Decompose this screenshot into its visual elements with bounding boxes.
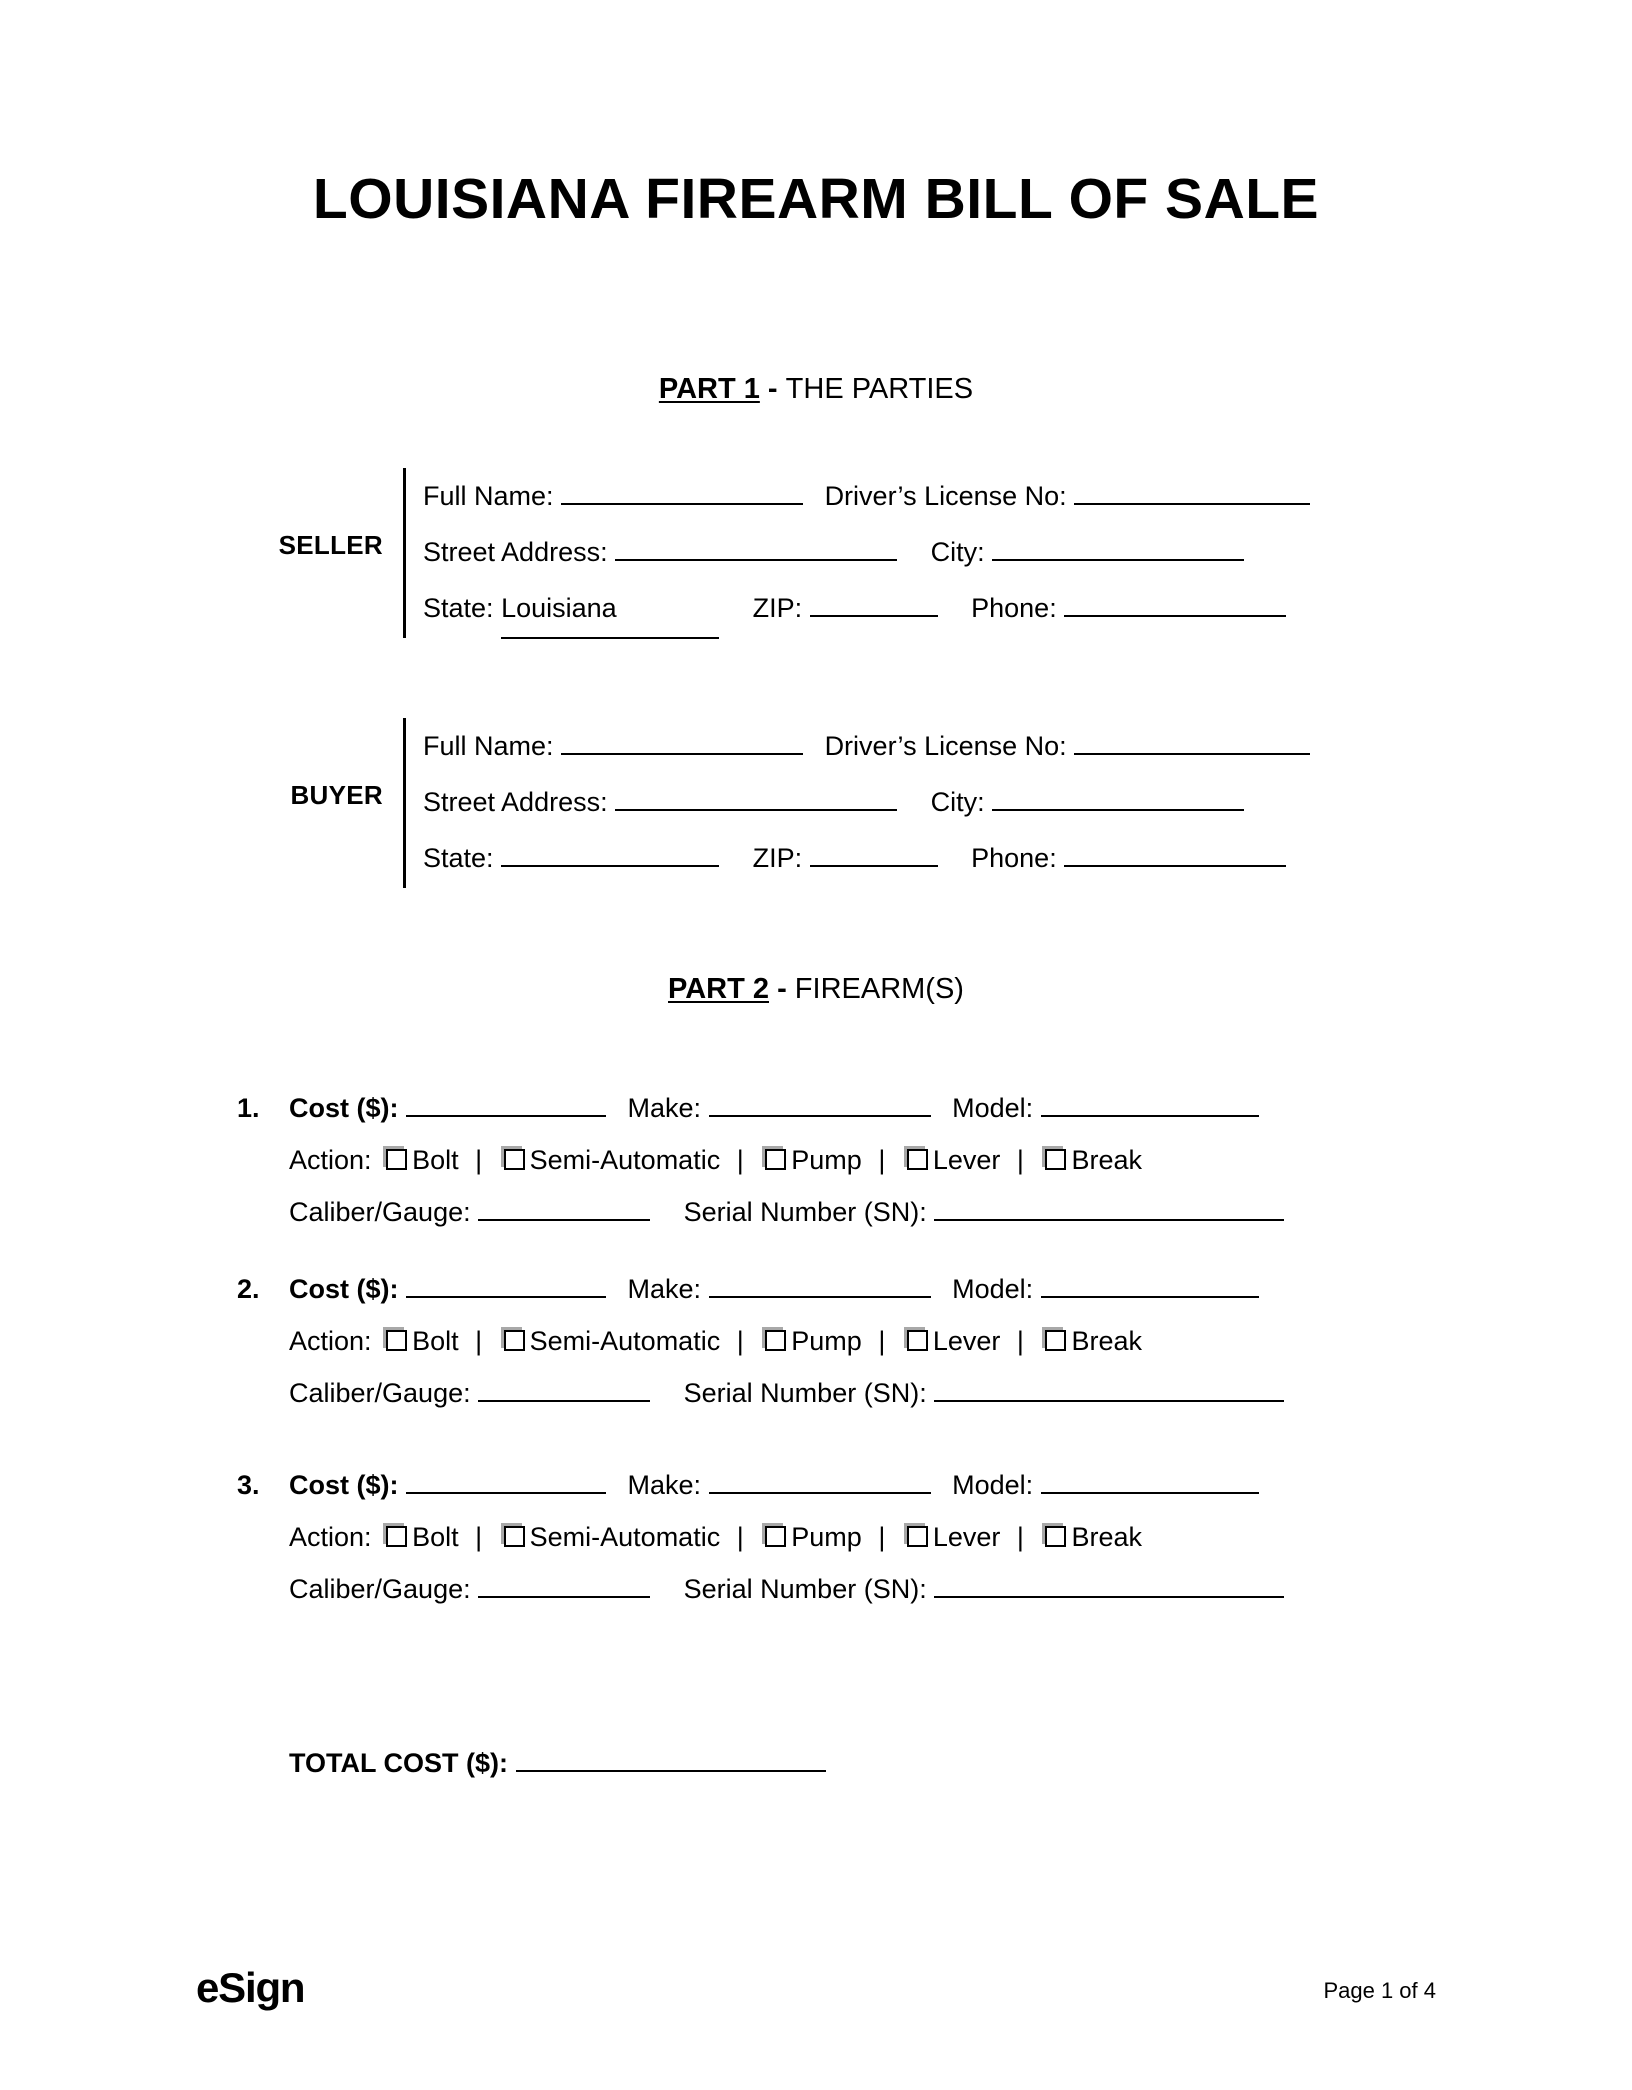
- part-1-title: THE PARTIES: [785, 373, 974, 405]
- page-title: LOUISIANA FIREARM BILL OF SALE: [312, 167, 1320, 231]
- entry-2-number: 2.: [237, 1274, 260, 1304]
- entry-1-option-pump[interactable]: Pump: [791, 1145, 862, 1175]
- seller-full-name-label: Full Name:: [423, 481, 554, 511]
- checkbox-bolt-icon[interactable]: [386, 1330, 407, 1351]
- option-separator: |: [475, 1326, 483, 1356]
- buyer-state-label: State:: [423, 843, 494, 873]
- entry-1-caliber-input[interactable]: [478, 1218, 650, 1221]
- buyer-state-input[interactable]: [501, 864, 719, 867]
- entry-1-cost-input[interactable]: [406, 1114, 606, 1117]
- part-2-heading: [0, 972, 1632, 1007]
- entry-2-caliber-input[interactable]: [478, 1399, 650, 1402]
- entry-2-option-lever[interactable]: Lever: [932, 1326, 1001, 1356]
- option-separator: |: [878, 1145, 886, 1175]
- checkbox-lever-icon[interactable]: [907, 1526, 928, 1547]
- entry-1-model-input[interactable]: [1041, 1114, 1259, 1117]
- buyer-zip-label: ZIP:: [752, 843, 803, 873]
- seller-full-name-input[interactable]: [561, 502, 803, 505]
- seller-phone-input[interactable]: [1064, 614, 1286, 617]
- page-indicator: Page 1 of 4: [1323, 1978, 1436, 2003]
- checkbox-pump-icon[interactable]: [765, 1526, 786, 1547]
- seller-divider: [403, 468, 406, 638]
- checkbox-break-icon[interactable]: [1045, 1526, 1066, 1547]
- option-separator: |: [736, 1145, 744, 1175]
- part-1-dash: -: [767, 373, 778, 405]
- buyer-fields: [423, 718, 1425, 886]
- buyer-divider: [403, 718, 406, 888]
- seller-dl-label: Driver’s License No:: [824, 481, 1067, 511]
- checkbox-break-icon[interactable]: [1045, 1149, 1066, 1170]
- entry-2-make-input[interactable]: [709, 1295, 931, 1298]
- checkbox-bolt-icon[interactable]: [386, 1149, 407, 1170]
- checkbox-lever-icon[interactable]: [907, 1149, 928, 1170]
- seller-street-label: Street Address:: [423, 537, 608, 567]
- checkbox-bolt-icon[interactable]: [386, 1526, 407, 1547]
- buyer-full-name-input[interactable]: [561, 752, 803, 755]
- total-cost-input[interactable]: [516, 1769, 826, 1772]
- entry-3-action-label: Action:: [289, 1522, 372, 1552]
- entry-2-model-input[interactable]: [1041, 1295, 1259, 1298]
- entry-3-caliber-label: Caliber/Gauge:: [289, 1574, 471, 1604]
- buyer-street-label: Street Address:: [423, 787, 608, 817]
- entry-1-option-semi-automatic[interactable]: Semi-Automatic: [529, 1145, 721, 1175]
- buyer-city-label: City:: [930, 787, 985, 817]
- esign-logo: eSign: [196, 1964, 305, 2011]
- entry-3-model-label: Model:: [952, 1470, 1034, 1500]
- entry-1-option-bolt[interactable]: Bolt: [412, 1145, 459, 1175]
- entry-2-model-label: Model:: [952, 1274, 1034, 1304]
- entry-1-row-cost: [237, 1082, 1425, 1134]
- entry-2-option-break[interactable]: Break: [1071, 1326, 1142, 1356]
- seller-state-label: State:: [423, 593, 494, 623]
- total-cost-row: [289, 1748, 826, 1779]
- entry-1-make-label: Make:: [627, 1093, 702, 1123]
- seller-phone-label: Phone:: [971, 593, 1057, 623]
- entry-3-caliber-input[interactable]: [478, 1595, 650, 1598]
- entry-2-row-action: [245, 1315, 1425, 1367]
- entry-1-option-break[interactable]: Break: [1071, 1145, 1142, 1175]
- entry-2-serial-input[interactable]: [934, 1399, 1284, 1402]
- entry-3-option-bolt[interactable]: Bolt: [412, 1522, 459, 1552]
- entry-3-row-caliber: [245, 1563, 1425, 1615]
- seller-street-input[interactable]: [615, 558, 897, 561]
- buyer-phone-label: Phone:: [971, 843, 1057, 873]
- entry-2-option-semi-automatic[interactable]: Semi-Automatic: [529, 1326, 721, 1356]
- checkbox-pump-icon[interactable]: [765, 1330, 786, 1351]
- entry-1-model-label: Model:: [952, 1093, 1034, 1123]
- entry-2-make-label: Make:: [627, 1274, 702, 1304]
- buyer-dl-input[interactable]: [1074, 752, 1310, 755]
- entry-3-row-cost: [237, 1459, 1425, 1511]
- buyer-row-address: [423, 774, 1425, 830]
- entry-3-make-input[interactable]: [709, 1491, 931, 1494]
- seller-city-input[interactable]: [992, 558, 1244, 561]
- option-separator: |: [475, 1522, 483, 1552]
- seller-row-address: [423, 524, 1425, 580]
- entry-1-row-action: [245, 1134, 1425, 1186]
- entry-2-option-bolt[interactable]: Bolt: [412, 1326, 459, 1356]
- seller-row-name: [423, 468, 1425, 524]
- seller-zip-label: ZIP:: [752, 593, 803, 623]
- option-separator: |: [736, 1326, 744, 1356]
- checkbox-pump-icon[interactable]: [765, 1149, 786, 1170]
- entry-1-action-label: Action:: [289, 1145, 372, 1175]
- entry-3-number: 3.: [237, 1470, 260, 1500]
- seller-label: SELLER: [278, 530, 383, 560]
- option-separator: |: [1016, 1145, 1024, 1175]
- entry-3-serial-label: Serial Number (SN):: [683, 1574, 927, 1604]
- entry-1-make-input[interactable]: [709, 1114, 931, 1117]
- part-1-heading: [0, 372, 1632, 407]
- option-separator: |: [736, 1522, 744, 1552]
- buyer-label: BUYER: [290, 780, 383, 810]
- option-separator: |: [878, 1326, 886, 1356]
- entry-2-row-cost: [237, 1263, 1425, 1315]
- firearm-entry: [237, 1082, 1425, 1238]
- option-separator: |: [475, 1145, 483, 1175]
- buyer-section: [245, 718, 1425, 888]
- buyer-city-input[interactable]: [992, 808, 1244, 811]
- entry-3-option-lever[interactable]: Lever: [932, 1522, 1001, 1552]
- entry-3-cost-label: Cost ($):: [289, 1470, 399, 1500]
- checkbox-semi-automatic-icon[interactable]: [504, 1149, 525, 1170]
- entry-2-row-caliber: [245, 1367, 1425, 1419]
- buyer-dl-label: Driver’s License No:: [824, 731, 1067, 761]
- entry-3-option-pump[interactable]: Pump: [791, 1522, 862, 1552]
- checkbox-semi-automatic-icon[interactable]: [504, 1526, 525, 1547]
- firearm-entry: [237, 1459, 1425, 1615]
- seller-zip-input[interactable]: [810, 614, 938, 617]
- checkbox-semi-automatic-icon[interactable]: [504, 1330, 525, 1351]
- entry-1-number: 1.: [237, 1093, 260, 1123]
- buyer-street-input[interactable]: [615, 808, 897, 811]
- entry-3-row-action: [245, 1511, 1425, 1563]
- buyer-row-state: [423, 830, 1425, 886]
- entry-3-cost-input[interactable]: [406, 1491, 606, 1494]
- seller-fields: [423, 468, 1425, 636]
- buyer-zip-input[interactable]: [810, 864, 938, 867]
- firearm-entry: [237, 1263, 1425, 1419]
- entry-1-serial-input[interactable]: [934, 1218, 1284, 1221]
- seller-dl-input[interactable]: [1074, 502, 1310, 505]
- part-1-number: PART 1: [658, 373, 760, 405]
- entry-1-caliber-label: Caliber/Gauge:: [289, 1197, 471, 1227]
- entry-1-cost-label: Cost ($):: [289, 1093, 399, 1123]
- entry-1-serial-label: Serial Number (SN):: [683, 1197, 927, 1227]
- entry-3-make-label: Make:: [627, 1470, 702, 1500]
- entry-2-caliber-label: Caliber/Gauge:: [289, 1378, 471, 1408]
- checkbox-lever-icon[interactable]: [907, 1330, 928, 1351]
- entry-2-action-label: Action:: [289, 1326, 372, 1356]
- entry-3-serial-input[interactable]: [934, 1595, 1284, 1598]
- entry-2-cost-label: Cost ($):: [289, 1274, 399, 1304]
- option-separator: |: [878, 1522, 886, 1552]
- total-cost-label: TOTAL COST ($):: [289, 1748, 508, 1778]
- entry-1-row-caliber: [245, 1186, 1425, 1238]
- entry-3-option-break[interactable]: Break: [1071, 1522, 1142, 1552]
- seller-state-input[interactable]: Louisiana: [501, 580, 719, 639]
- entry-2-cost-input[interactable]: [406, 1295, 606, 1298]
- part-2-number: PART 2: [668, 973, 769, 1005]
- seller-section: [245, 468, 1425, 638]
- option-separator: |: [1016, 1522, 1024, 1552]
- seller-row-state: [423, 580, 1425, 636]
- entry-3-option-semi-automatic[interactable]: Semi-Automatic: [529, 1522, 721, 1552]
- option-separator: |: [1016, 1326, 1024, 1356]
- seller-city-label: City:: [930, 537, 985, 567]
- buyer-full-name-label: Full Name:: [423, 731, 554, 761]
- entry-2-serial-label: Serial Number (SN):: [683, 1378, 927, 1408]
- entry-1-option-lever[interactable]: Lever: [932, 1145, 1001, 1175]
- part-2-dash: -: [777, 973, 787, 1005]
- buyer-phone-input[interactable]: [1064, 864, 1286, 867]
- part-2-title: FIREARM(S): [794, 973, 964, 1005]
- checkbox-break-icon[interactable]: [1045, 1330, 1066, 1351]
- buyer-row-name: [423, 718, 1425, 774]
- entry-3-model-input[interactable]: [1041, 1491, 1259, 1494]
- entry-2-option-pump[interactable]: Pump: [791, 1326, 862, 1356]
